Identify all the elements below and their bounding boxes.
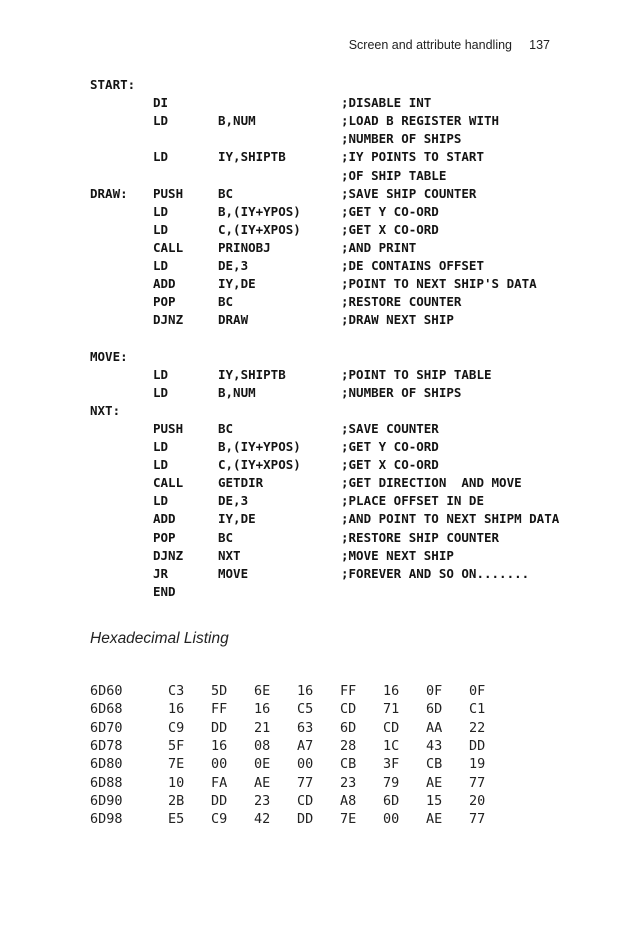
hex-byte: AE xyxy=(426,811,443,828)
code-operand: C,(IY+XPOS) xyxy=(218,221,301,237)
hex-byte: 1C xyxy=(383,737,400,754)
hex-byte: 0F xyxy=(469,683,486,699)
code-opcode: LD xyxy=(153,384,169,400)
code-comment: ;AND PRINT xyxy=(341,239,417,255)
code-comment: ;GET Y CO-ORD xyxy=(341,439,439,454)
hex-byte: 0E xyxy=(254,756,271,773)
hex-byte: CB xyxy=(426,756,443,773)
code-operand: C,(IY+XPOS) xyxy=(218,457,301,473)
hex-byte: 08 xyxy=(254,737,271,754)
code-comment: ;POINT TO NEXT SHIP'S DATA xyxy=(341,276,537,292)
hex-address: 6D88 xyxy=(90,774,123,791)
code-operand: IY,DE xyxy=(218,276,256,292)
hex-byte: C9 xyxy=(168,719,185,736)
code-line xyxy=(0,221,630,239)
code-opcode: LD xyxy=(153,457,169,473)
code-line xyxy=(0,185,630,203)
hex-byte: CD xyxy=(340,701,357,718)
code-opcode: PUSH xyxy=(153,420,184,436)
hex-address: 6D98 xyxy=(90,811,123,828)
code-opcode: JR xyxy=(153,565,169,581)
hex-byte: FF xyxy=(340,683,357,699)
code-opcode: ADD xyxy=(153,276,176,292)
hex-address: 6D60 xyxy=(90,683,123,699)
code-label: NXT: xyxy=(90,402,121,418)
code-opcode: POP xyxy=(153,529,176,545)
code-line xyxy=(0,420,630,438)
hex-listing-table xyxy=(0,682,630,832)
hex-byte: 21 xyxy=(254,719,271,736)
code-opcode: LD xyxy=(153,493,169,509)
hex-byte: C3 xyxy=(168,683,185,699)
code-line xyxy=(0,112,630,130)
hex-address: 6D68 xyxy=(90,701,123,718)
code-comment: ;SAVE SHIP COUNTER xyxy=(341,185,477,201)
hex-byte: 16 xyxy=(254,701,271,718)
hex-byte: 5D xyxy=(211,683,228,699)
code-opcode: LD xyxy=(153,258,169,273)
code-line xyxy=(0,130,630,148)
hex-byte: C9 xyxy=(211,811,228,828)
hex-byte: DD xyxy=(211,719,228,736)
code-line xyxy=(0,438,630,456)
hex-byte: CD xyxy=(297,792,314,809)
code-opcode: LD xyxy=(153,149,169,165)
hex-byte: 0F xyxy=(426,683,443,699)
hex-byte: 7E xyxy=(340,811,357,828)
hex-address: 6D78 xyxy=(90,737,123,754)
code-comment: ;AND POINT TO NEXT SHIPM DATA xyxy=(341,511,560,527)
hex-byte: 10 xyxy=(168,774,185,791)
hex-byte: 6E xyxy=(254,683,271,699)
code-line xyxy=(0,384,630,402)
hex-byte: 00 xyxy=(383,811,400,828)
hex-byte: 22 xyxy=(469,719,486,736)
hex-byte: DD xyxy=(211,792,228,809)
code-comment: ;RESTORE COUNTER xyxy=(341,294,462,310)
code-comment: ;SAVE COUNTER xyxy=(341,420,439,436)
code-opcode: LD xyxy=(153,439,169,454)
code-line xyxy=(0,94,630,112)
hex-byte: 16 xyxy=(168,701,185,718)
code-operand: BC xyxy=(218,529,234,545)
running-header-title: Screen and attribute handling xyxy=(348,38,512,52)
hex-byte: 23 xyxy=(254,792,271,809)
hex-row xyxy=(0,719,630,737)
code-operand: MOVE xyxy=(218,565,249,581)
hex-byte: DD xyxy=(469,737,486,754)
hex-byte: 23 xyxy=(340,774,357,791)
hex-byte: 77 xyxy=(297,774,314,791)
code-operand: B,(IY+YPOS) xyxy=(218,439,301,454)
hex-byte: 77 xyxy=(469,774,486,791)
code-label: DRAW: xyxy=(90,185,128,201)
hex-byte: E5 xyxy=(168,811,185,828)
code-comment: ;DISABLE INT xyxy=(341,95,432,111)
hex-byte: DD xyxy=(297,811,314,828)
hex-byte: 6D xyxy=(426,701,443,718)
code-line xyxy=(0,565,630,583)
code-opcode: LD xyxy=(153,203,169,219)
code-comment: ;GET Y CO-ORD xyxy=(341,203,439,219)
code-opcode: LD xyxy=(153,366,169,382)
hex-row xyxy=(0,810,630,828)
code-operand: IY,SHIPTB xyxy=(218,149,286,165)
code-opcode: PUSH xyxy=(153,185,184,201)
hex-byte: FF xyxy=(211,701,228,718)
hex-byte: 15 xyxy=(426,792,443,809)
hex-row xyxy=(0,700,630,718)
code-comment: ;FOREVER AND SO ON....... xyxy=(341,565,530,581)
hex-byte: A7 xyxy=(297,737,314,754)
code-line xyxy=(0,148,630,166)
code-opcode: DJNZ xyxy=(153,312,184,328)
code-line xyxy=(0,293,630,311)
code-opcode: LD xyxy=(153,221,169,237)
hex-byte: 71 xyxy=(383,701,400,718)
hex-byte: 00 xyxy=(297,756,314,773)
hex-address: 6D80 xyxy=(90,756,123,773)
hex-row xyxy=(0,755,630,773)
code-line xyxy=(0,311,630,329)
code-operand: BC xyxy=(218,294,234,310)
code-opcode: DI xyxy=(153,95,169,111)
hex-byte: FA xyxy=(211,774,228,791)
hex-byte: CD xyxy=(383,719,400,736)
hex-byte: AA xyxy=(426,719,443,736)
code-operand: DE,3 xyxy=(218,493,249,509)
code-line xyxy=(0,456,630,474)
hex-byte: AE xyxy=(426,774,443,791)
hex-row xyxy=(0,737,630,755)
code-comment: ;PLACE OFFSET IN DE xyxy=(341,493,484,509)
code-operand: BC xyxy=(218,420,234,436)
hex-byte: A8 xyxy=(340,792,357,809)
code-line xyxy=(0,583,630,601)
code-comment: ;OF SHIP TABLE xyxy=(341,167,447,183)
code-comment: ;DE CONTAINS OFFSET xyxy=(341,258,484,273)
hex-byte: 63 xyxy=(297,719,314,736)
code-line xyxy=(0,366,630,384)
hex-listing-heading: Hexadecimal Listing xyxy=(90,630,229,647)
page-number: 137 xyxy=(529,38,550,52)
code-comment: ;RESTORE SHIP COUNTER xyxy=(341,529,500,545)
code-comment: ;IY POINTS TO START xyxy=(341,149,484,165)
code-label: MOVE: xyxy=(90,348,128,364)
code-operand: B,NUM xyxy=(218,384,256,400)
code-comment: ;GET X CO-ORD xyxy=(341,457,439,473)
code-comment: ;DRAW NEXT SHIP xyxy=(341,312,454,328)
code-line xyxy=(0,547,630,565)
hex-row xyxy=(0,774,630,792)
code-comment: ;MOVE NEXT SHIP xyxy=(341,547,454,563)
code-operand: IY,DE xyxy=(218,511,256,527)
code-opcode: DJNZ xyxy=(153,547,184,563)
hex-byte: 16 xyxy=(297,683,314,699)
code-operand: B,(IY+YPOS) xyxy=(218,203,301,219)
hex-byte: 19 xyxy=(469,756,486,773)
code-line xyxy=(0,529,630,547)
code-comment: ;GET X CO-ORD xyxy=(341,221,439,237)
code-comment: ;POINT TO SHIP TABLE xyxy=(341,366,492,382)
code-opcode: END xyxy=(153,583,176,599)
code-line xyxy=(0,275,630,293)
code-line xyxy=(0,510,630,528)
hex-byte: 79 xyxy=(383,774,400,791)
hex-byte: 20 xyxy=(469,792,486,809)
hex-byte: 00 xyxy=(211,756,228,773)
code-operand: IY,SHIPTB xyxy=(218,366,286,382)
hex-byte: 28 xyxy=(340,737,357,754)
code-operand: B,NUM xyxy=(218,113,256,129)
assembly-listing xyxy=(0,76,630,616)
code-opcode: ADD xyxy=(153,511,176,527)
code-operand: DRAW xyxy=(218,312,249,328)
hex-byte: 2B xyxy=(168,792,185,809)
code-opcode: LD xyxy=(153,113,169,129)
code-line xyxy=(0,76,630,94)
code-operand: PRINOBJ xyxy=(218,239,271,255)
hex-row xyxy=(0,792,630,810)
code-operand: GETDIR xyxy=(218,475,264,491)
hex-address: 6D90 xyxy=(90,792,123,809)
code-label: START: xyxy=(90,77,136,92)
code-line xyxy=(0,257,630,275)
code-opcode: CALL xyxy=(153,239,184,255)
code-line xyxy=(0,167,630,185)
hex-byte: 16 xyxy=(211,737,228,754)
hex-row xyxy=(0,682,630,700)
hex-address: 6D70 xyxy=(90,719,123,736)
hex-byte: 77 xyxy=(469,811,486,828)
code-line xyxy=(0,402,630,420)
hex-byte: 6D xyxy=(340,719,357,736)
code-line xyxy=(0,239,630,257)
hex-byte: C1 xyxy=(469,701,486,718)
code-line xyxy=(0,203,630,221)
code-operand: DE,3 xyxy=(218,258,249,273)
code-comment: ;LOAD B REGISTER WITH xyxy=(341,113,500,129)
hex-byte: AE xyxy=(254,774,271,791)
code-line xyxy=(0,348,630,366)
hex-byte: 42 xyxy=(254,811,271,828)
code-comment: ;GET DIRECTION AND MOVE xyxy=(341,475,522,491)
hex-byte: 43 xyxy=(426,737,443,754)
hex-byte: CB xyxy=(340,756,357,773)
hex-byte: 3F xyxy=(383,756,400,773)
code-comment: ;NUMBER OF SHIPS xyxy=(341,131,462,147)
code-operand: BC xyxy=(218,185,234,201)
code-operand: NXT xyxy=(218,547,241,563)
code-comment: ;NUMBER OF SHIPS xyxy=(341,384,462,400)
code-line xyxy=(0,474,630,492)
hex-byte: 5F xyxy=(168,737,185,754)
code-line xyxy=(0,329,630,347)
hex-byte: 7E xyxy=(168,756,185,773)
hex-byte: 6D xyxy=(383,792,400,809)
hex-byte: C5 xyxy=(297,701,314,718)
hex-byte: 16 xyxy=(383,683,400,699)
code-opcode: POP xyxy=(153,294,176,310)
code-line xyxy=(0,492,630,510)
running-header xyxy=(300,38,560,54)
code-opcode: CALL xyxy=(153,475,184,491)
